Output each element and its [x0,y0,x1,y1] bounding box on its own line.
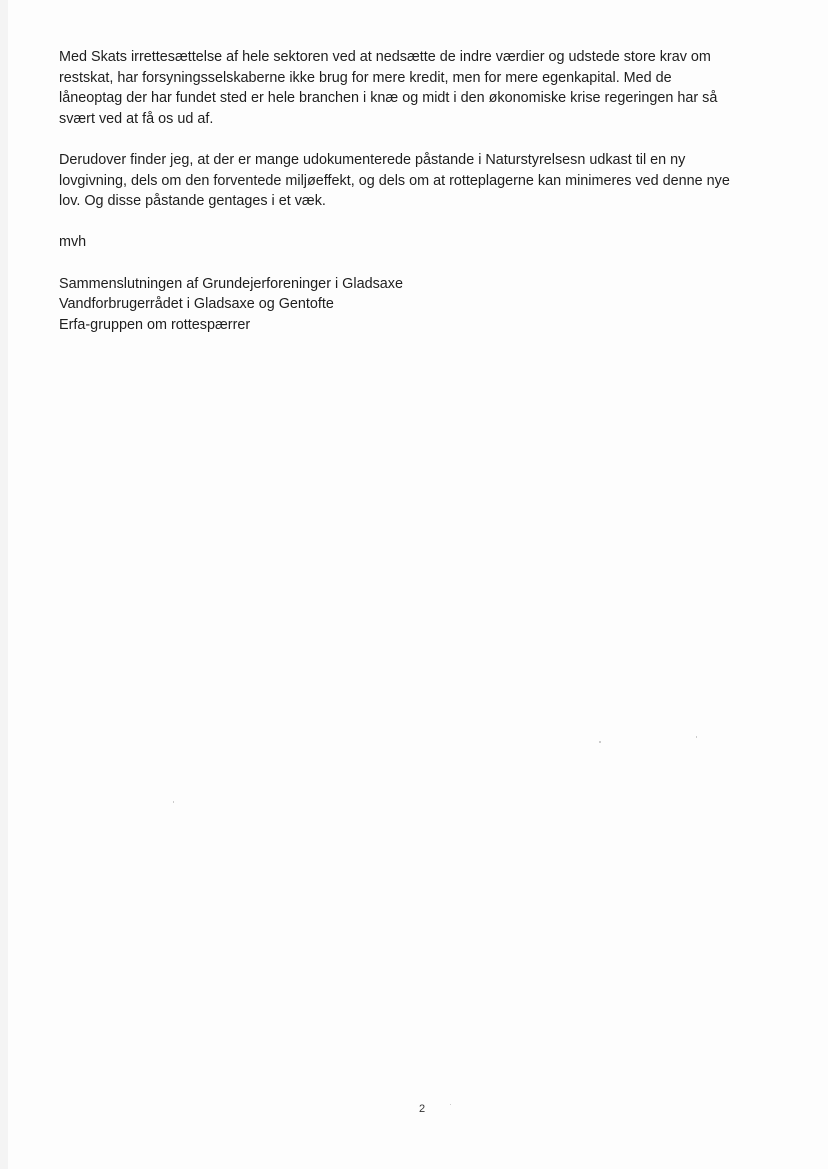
letter-body [59,47,794,356]
closing-text: mvh [59,234,87,251]
signature-block [59,274,794,336]
paragraph-line: lov. Og disse påstande gentages i et væk. [59,193,326,210]
paragraph-line: restskat, har forsyningsselskaberne ikke brug for mere kredit, men for mere egenkapital. Med de [59,69,672,86]
paragraph-line: Derudover finder jeg, at der er mange udokumenterede påstande i Naturstyrelsesn udkast til en ny [59,151,686,168]
scan-speck [450,1104,451,1105]
paragraph-line: lovgivning, dels om den forventede miljøeffekt, og dels om at rotteplagerne kan minimeres ved denne nye [59,172,730,189]
page-number: 2 [418,1103,426,1115]
scan-speck [599,741,601,743]
signature-line: Sammenslutningen af Grundejerforeninger i Gladsaxe [59,275,403,292]
signature-line: Vandforbrugerrådet i Gladsaxe og Gentofte [59,296,334,313]
paragraph-line: Med Skats irrettesættelse af hele sektoren ved at nedsætte de indre værdier og udstede store krav om [59,49,711,65]
paragraph-line: låneoptag der har fundet sted er hele branchen i knæ og midt i den økonomiske krise regeringen har så [59,90,718,107]
paragraph-restskat [59,47,794,129]
scan-speck [696,736,697,738]
scan-speck [173,801,174,803]
signature-line: Erfa-gruppen om rottespærrer [59,316,251,333]
closing-greeting [59,232,794,253]
paragraph-line: svært ved at få os ud af. [59,110,214,127]
paragraph-udokumenterede-paastande [59,150,794,212]
